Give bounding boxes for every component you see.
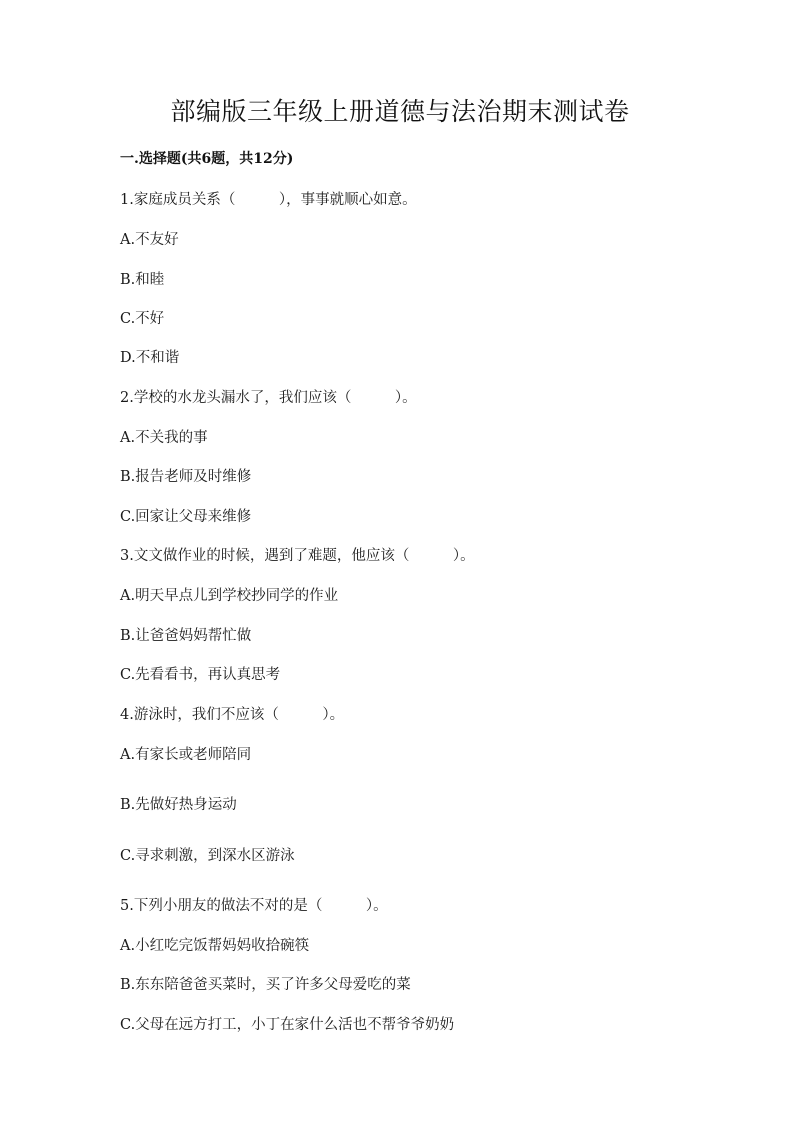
question-5-stem: 5.下列小朋友的做法不对的是（ ）。 [120,898,388,914]
question-1-option-d: D.不和谐 [120,350,180,366]
question-1-option-b: B.和睦 [120,272,165,288]
question-1-option-c: C.不好 [120,311,165,327]
question-3-option-c: C.先看看书，再认真思考 [120,667,281,683]
question-3-option-a: A.明天早点儿到学校抄同学的作业 [120,588,339,604]
question-4-option-c: C.寻求刺激，到深水区游泳 [120,848,295,864]
question-1-stem: 1.家庭成员关系（ ），事事就顺心如意。 [120,192,417,208]
page-title: 部编版三年级上册道德与法治期末测试卷 [170,97,630,126]
section-heading: 一.选择题(共6题，共12分) [120,151,294,167]
question-2-option-a: A.不关我的事 [120,430,208,446]
question-2-option-c: C.回家让父母来维修 [120,509,252,525]
question-2-option-b: B.报告老师及时维修 [120,469,252,485]
question-1-option-a: A.不友好 [120,232,179,248]
question-3-option-b: B.让爸爸妈妈帮忙做 [120,628,252,644]
question-5-option-a: A.小红吃完饭帮妈妈收拾碗筷 [120,938,310,954]
question-4-stem: 4.游泳时，我们不应该（ ）。 [120,707,345,723]
question-5-option-b: B.东东陪爸爸买菜时，买了许多父母爱吃的菜 [120,977,411,993]
question-4-option-a: A.有家长或老师陪同 [120,747,252,763]
question-5-option-c: C.父母在远方打工，小丁在家什么活也不帮爷爷奶奶 [120,1017,455,1033]
question-4-option-b: B.先做好热身运动 [120,797,237,813]
question-3-stem: 3.文文做作业的时候，遇到了难题，他应该（ ）。 [120,548,475,564]
question-2-stem: 2.学校的水龙头漏水了，我们应该（ ）。 [120,390,417,406]
